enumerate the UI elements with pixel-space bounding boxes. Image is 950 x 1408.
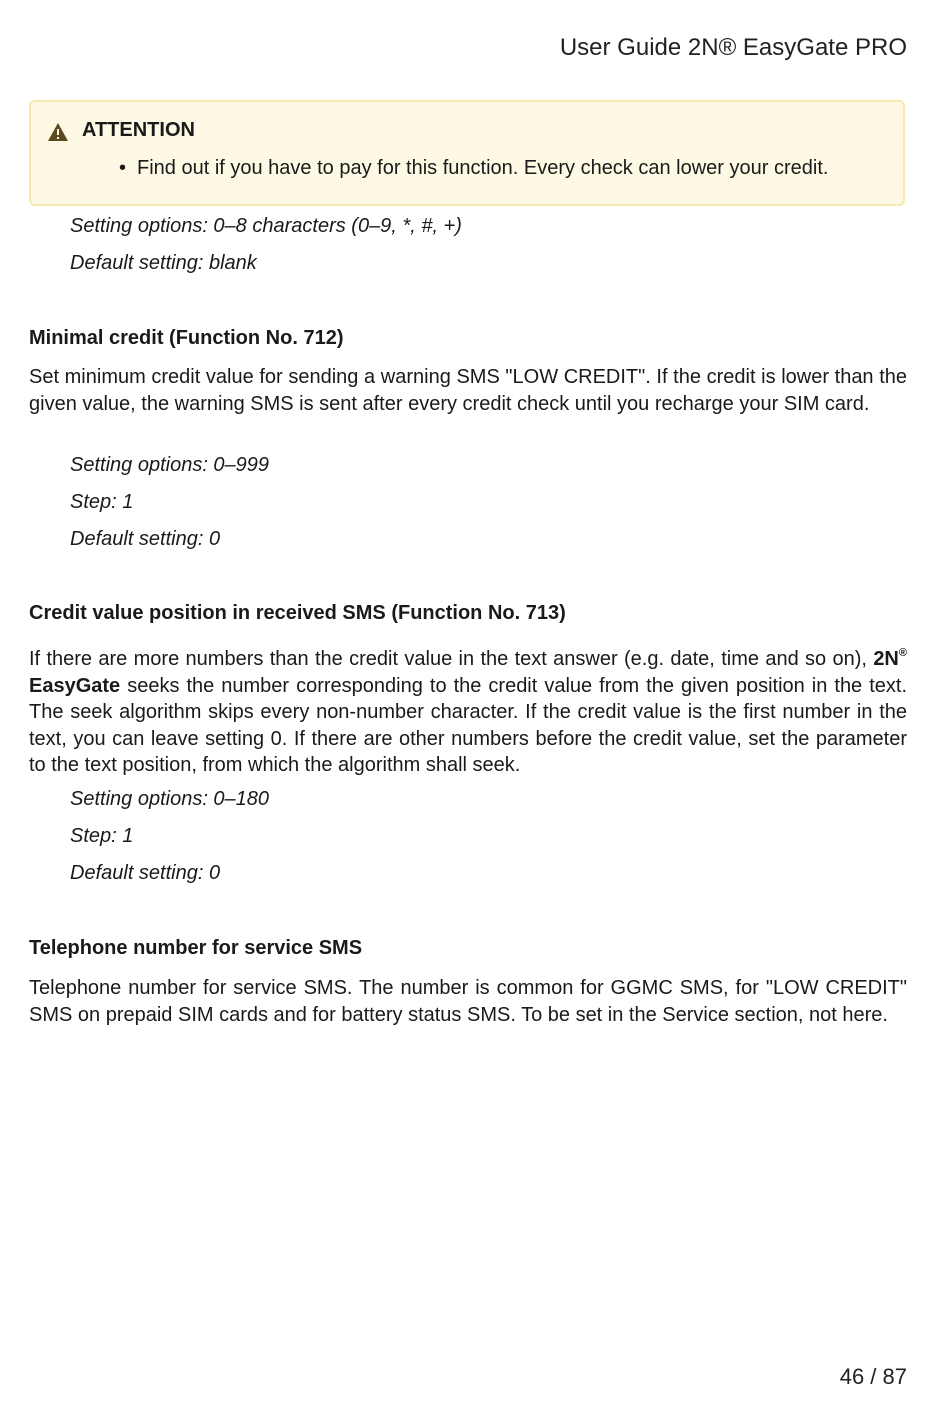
page-number: 46 / 87 [839, 1364, 907, 1389]
intro-setting-options: Setting options: 0–8 characters (0–9, *, #, +) [70, 215, 462, 237]
attention-title: ATTENTION [82, 119, 195, 141]
section-body-service-sms: Telephone number for service SMS. The number is common for GGMC SMS, for "LOW CREDIT" SMS on prepaid SIM cards and for battery status SMS. To be set in the Service section, not here. [29, 977, 907, 1026]
section-heading-service-sms: Telephone number for service SMS [29, 937, 363, 959]
section-heading-minimal-credit: Minimal credit (Function No. 712) [29, 327, 344, 349]
intro-default-setting: Default setting: blank [70, 252, 257, 274]
bullet-dot-icon: • [119, 157, 127, 179]
brand-name: 2N® EasyGate [29, 647, 907, 697]
attention-box [29, 100, 905, 206]
credit-position-default-setting: Default setting: 0 [70, 862, 221, 884]
section-heading-credit-position: Credit value position in received SMS (Function No. 713) [29, 602, 566, 624]
minimal-credit-setting-options: Setting options: 0–999 [70, 454, 270, 476]
attention-bullet-text: Find out if you have to pay for this function. Every check can lower your credit. [137, 157, 829, 179]
minimal-credit-step: Step: 1 [70, 491, 134, 513]
minimal-credit-default-setting: Default setting: 0 [70, 528, 221, 550]
credit-position-step: Step: 1 [70, 825, 134, 847]
section-body-minimal-credit: Set minimum credit value for sending a warning SMS "LOW CREDIT". If the credit is lower than the given value, the warning SMS is sent after every credit check until you recharge your SIM card. [29, 366, 907, 415]
warning-icon [47, 122, 69, 142]
credit-position-setting-options: Setting options: 0–180 [70, 788, 270, 810]
page-header-title: User Guide 2N® EasyGate PRO [559, 34, 907, 61]
attention-bullet [119, 157, 828, 180]
section-body-credit-position: If there are more numbers than the credit value in the text answer (e.g. date, time and so on), 2N® EasyGate seeks the number corresponding to the credit value from the given position in the text. The seek algorithm skips every non-number character. If the credit value is the first number in the text, you can leave setting 0. If there are other numbers before the credit value, set the parameter to the text position, from which the algorithm shall seek. [29, 647, 907, 776]
